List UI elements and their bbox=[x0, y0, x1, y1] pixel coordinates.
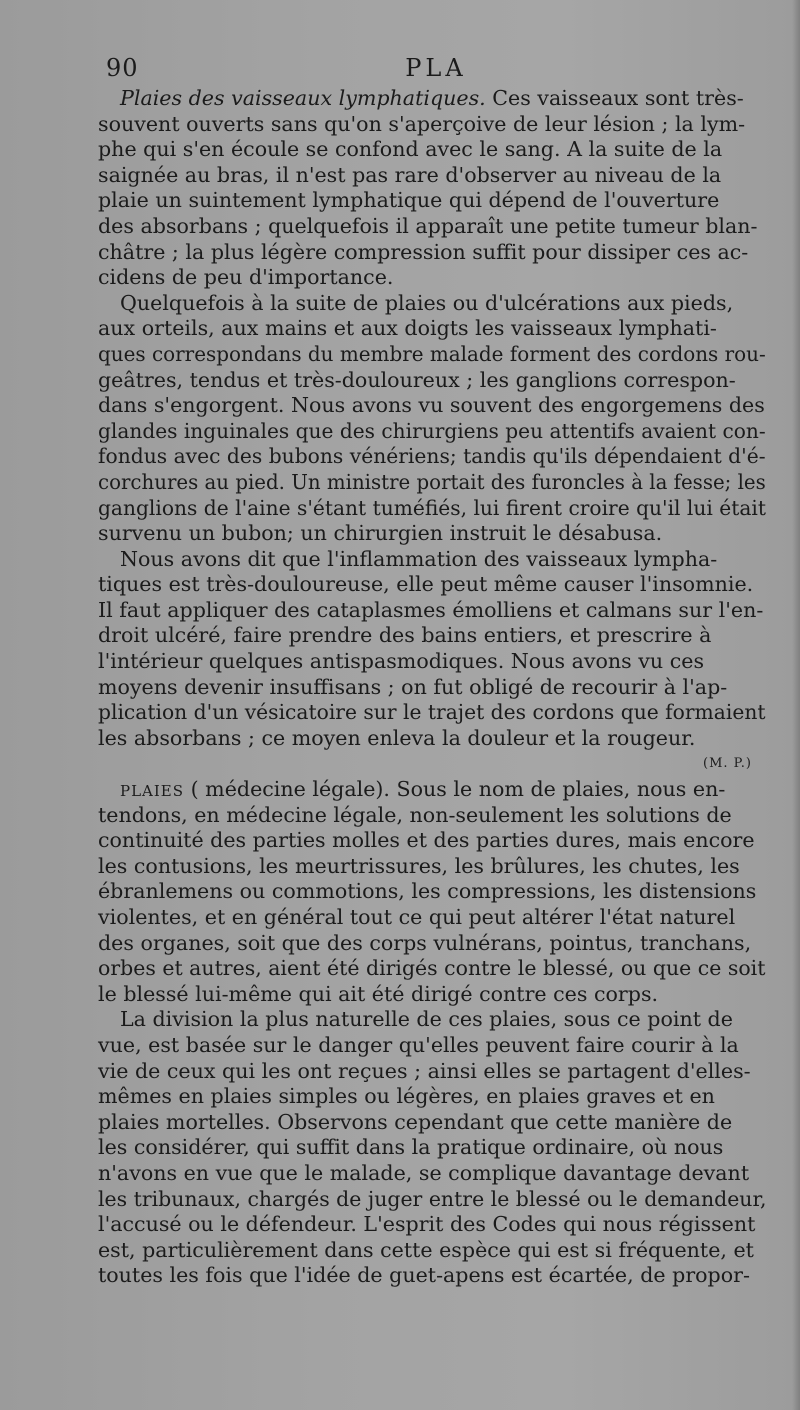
text-line: toutes les fois que l'idée de guet-apens est écartée, de propor- bbox=[98, 1263, 750, 1288]
text-line: continuité des parties molles et des parties dures, mais encore bbox=[98, 828, 755, 853]
text-line: dans s'engorgent. Nous avons vu souvent des engorgemens des bbox=[98, 393, 765, 418]
text-line: Plaies des vaisseaux lymphatiques. Ces vaisseaux sont très- bbox=[120, 86, 744, 110]
text-line: souvent ouverts sans qu'on s'aperçoive de leur lésion ; la lym- bbox=[98, 111, 746, 136]
text-line: est, particulièrement dans cette espèce qui est si fréquente, et bbox=[98, 1237, 754, 1262]
text-line: glandes inguinales que des chirurgiens peu attentifs avaient con- bbox=[98, 418, 766, 443]
text-line: corchures au pied. Un ministre portait des furoncles à la fesse; les bbox=[98, 469, 766, 494]
text-line: ganglions de l'aine s'étant tuméfiés, lui firent croire qu'il lui était bbox=[98, 495, 766, 520]
page-header bbox=[106, 54, 766, 86]
text-line: l'intérieur quelques antispasmodiques. Nous avons vu ces bbox=[98, 649, 705, 674]
text-line: saignée au bras, il n'est pas rare d'observer au niveau de la bbox=[98, 162, 722, 187]
text-line: geâtres, tendus et très-douloureux ; les ganglions correspon- bbox=[98, 367, 736, 392]
text-line: les contusions, les meurtrissures, les brûlures, les chutes, les bbox=[98, 853, 740, 878]
text-line: tendons, en médecine légale, non-seulement les solutions de bbox=[98, 802, 732, 827]
text-line: tiques est très-douloureuse, elle peut même causer l'insomnie. bbox=[98, 572, 754, 597]
text-line: des organes, soit que des corps vulnérans, pointus, tranchans, bbox=[98, 930, 752, 955]
text-line: cidens de peu d'importance. bbox=[98, 265, 394, 290]
text-line: n'avons en vue que le malade, se complique davantage devant bbox=[98, 1160, 750, 1185]
text-line: droit ulcéré, faire prendre des bains entiers, et prescrire à bbox=[98, 623, 712, 648]
text-line: phe qui s'en écoule se confond avec le sang. A la suite de la bbox=[98, 137, 723, 162]
text-line: survenu un bubon; un chirurgien instruit le désabusa. bbox=[98, 521, 663, 546]
text-line: plaies mortelles. Observons cependant que cette manière de bbox=[98, 1109, 733, 1134]
text-line: Nous avons dit que l'inflammation des vaisseaux lympha- bbox=[120, 546, 718, 571]
text-line: ques correspondans du membre malade forment des cordons rou- bbox=[98, 341, 766, 366]
text-line: vue, est basée sur le danger qu'elles peuvent faire courir à la bbox=[98, 1032, 739, 1057]
page-number: 90 bbox=[106, 54, 139, 82]
text-line: les considérer, qui suffit dans la pratique ordinaire, où nous bbox=[98, 1135, 724, 1160]
page-edge-shadow bbox=[792, 0, 800, 1410]
text-line: fondus avec des bubons vénériens; tandis qu'ils dépendaient d'é- bbox=[98, 444, 766, 469]
text-line: des absorbans ; quelquefois il apparaît une petite tumeur blan- bbox=[98, 213, 758, 238]
text-line: mêmes en plaies simples ou légères, en plaies graves et en bbox=[98, 1084, 715, 1109]
text-line: PLAIES ( médecine légale). Sous le nom de plaies, nous en- bbox=[120, 777, 726, 802]
text-line: La division la plus naturelle de ces plaies, sous ce point de bbox=[120, 1007, 733, 1032]
body-text bbox=[98, 86, 766, 1289]
text-line: (M. P.) bbox=[703, 756, 752, 772]
running-head: PLA bbox=[405, 54, 467, 82]
text-line: aux orteils, aux mains et aux doigts les vaisseaux lymphati- bbox=[98, 316, 717, 341]
text-line: vie de ceux qui les ont reçues ; ainsi elles se partagent d'elles- bbox=[98, 1058, 751, 1083]
text-line: le blessé lui-même qui ait été dirigé contre ces corps. bbox=[98, 981, 659, 1006]
text-line: Il faut appliquer des cataplasmes émolliens et calmans sur l'en- bbox=[98, 597, 764, 622]
text-line: moyens devenir insuffisans ; on fut obligé de recourir à l'ap- bbox=[98, 674, 728, 699]
text-line: plication d'un vésicatoire sur le trajet des cordons que formaient bbox=[98, 700, 766, 725]
text-line: plaie un suintement lymphatique qui dépend de l'ouverture bbox=[98, 188, 720, 213]
text-line: l'accusé ou le défendeur. L'esprit des Codes qui nous régissent bbox=[98, 1212, 756, 1237]
text-line: châtre ; la plus légère compression suffit pour dissiper ces ac- bbox=[98, 239, 749, 264]
text-line: violentes, et en général tout ce qui peut altérer l'état naturel bbox=[98, 905, 736, 929]
text-line: les tribunaux, chargés de juger entre le blessé ou le demandeur, bbox=[98, 1186, 767, 1211]
text-line: ébranlemens ou commotions, les compressions, les distensions bbox=[98, 879, 757, 904]
text-line: les absorbans ; ce moyen enleva la douleur et la rougeur. bbox=[98, 725, 696, 750]
text-line: orbes et autres, aient été dirigés contre le blessé, ou que ce soit bbox=[98, 956, 766, 981]
text-line: Quelquefois à la suite de plaies ou d'ulcérations aux pieds, bbox=[120, 290, 734, 315]
